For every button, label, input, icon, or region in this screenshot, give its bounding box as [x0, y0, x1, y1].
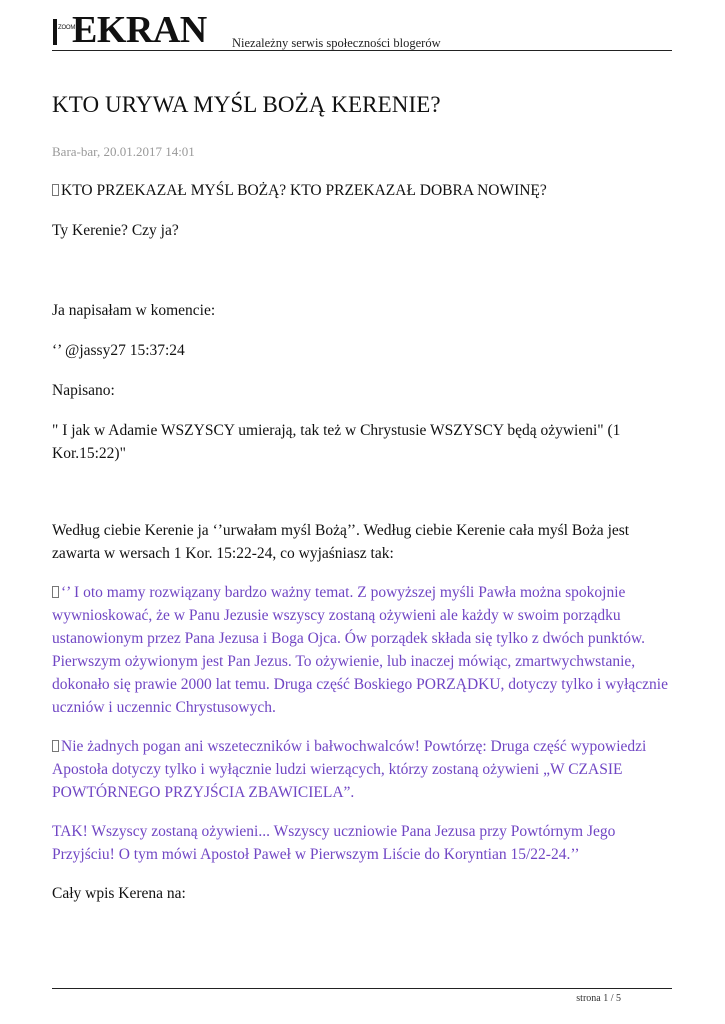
paragraph: Napisano:: [52, 382, 115, 399]
paragraph: Ty Kerenie? Czy ja?: [52, 222, 179, 239]
article-meta: Bara-bar, 20.01.2017 14:01: [52, 144, 195, 159]
article-body: [52, 179, 670, 905]
page-number: strona 1 / 5: [576, 993, 621, 1004]
paragraph: " I jak w Adamie WSZYSCY umierają, tak też w Chrystusie WSZYSCY będą ożywieni" (1 Kor.15:22)": [52, 422, 621, 462]
paragraph: KTO PRZEKAZAŁ MYŚL BOŻĄ? KTO PRZEKAZAŁ DOBRA NOWINĘ?: [52, 179, 670, 202]
site-logo[interactable]: [52, 9, 207, 51]
paragraph: Cały wpis Kerena na:: [52, 885, 186, 902]
site-header: [52, 9, 672, 51]
paragraph: Według ciebie Kerenie ja ‘’urwałam myśl Bożą’’. Według ciebie Kerenie cała myśl Boża jest zawarta w wersach 1 Kor. 15:22-24, co wyjaśniasz tak:: [52, 522, 630, 562]
site-tagline: Niezależny serwis społeczności blogerów: [232, 36, 441, 50]
logo-mark-icon: ZOOM: [52, 19, 72, 45]
quote-paragraph: ‘’ I oto mamy rozwiązany bardzo ważny temat. Z powyższej myśli Pawła można spokojnie wywnioskować, że w Panu Jezusie wszyscy zostaną ożywieni ale każdy w swoim porządku ustanowionym przez Pana Jezusa i Boga Ojca. Ów porządek składa się tylko z dwóch punktów. Pierwszym ożywionym jest Pan Jezus. To ożywienie, lub inaczej mówiąc, zmartwychwstanie, dokonało się prawie 2000 lat temu. Druga część Boskiego PORZĄDKU, dotyczy tylko i wyłącznie uczniów i uczennic Chrystusowych.: [52, 584, 668, 716]
paragraph: Ja napisałam w komencie:: [52, 302, 216, 319]
quote-paragraph: TAK! Wszyscy zostaną ożywieni... Wszyscy uczniowie Pana Jezusa przy Powtórnym Jego Przyjściu! O tym mówi Apostoł Paweł w Pierwszym Liście do Koryntian 15/22-24.’’: [52, 823, 616, 863]
article-title: KTO URYWA MYŚL BOŻĄ KERENIE?: [52, 92, 441, 117]
footer-divider: [52, 988, 672, 989]
missing-glyph-icon: [52, 740, 59, 752]
quote-paragraph: Nie żadnych pogan ani wszeteczników i bałwochwalców! Powtórzę: Druga część wypowiedzi Apostoła dotyczy tylko i wyłącznie ludzi wierzących, którzy zostaną ożywieni „W CZASIE POWTÓRNEGO PRZYJŚCIA ZBAWICIELA”.: [52, 738, 647, 801]
missing-glyph-icon: [52, 184, 59, 196]
paragraph: ‘’ @jassy27 15:37:24: [52, 342, 185, 359]
missing-glyph-icon: [52, 586, 59, 598]
logo-text: EKRAN: [72, 9, 207, 51]
